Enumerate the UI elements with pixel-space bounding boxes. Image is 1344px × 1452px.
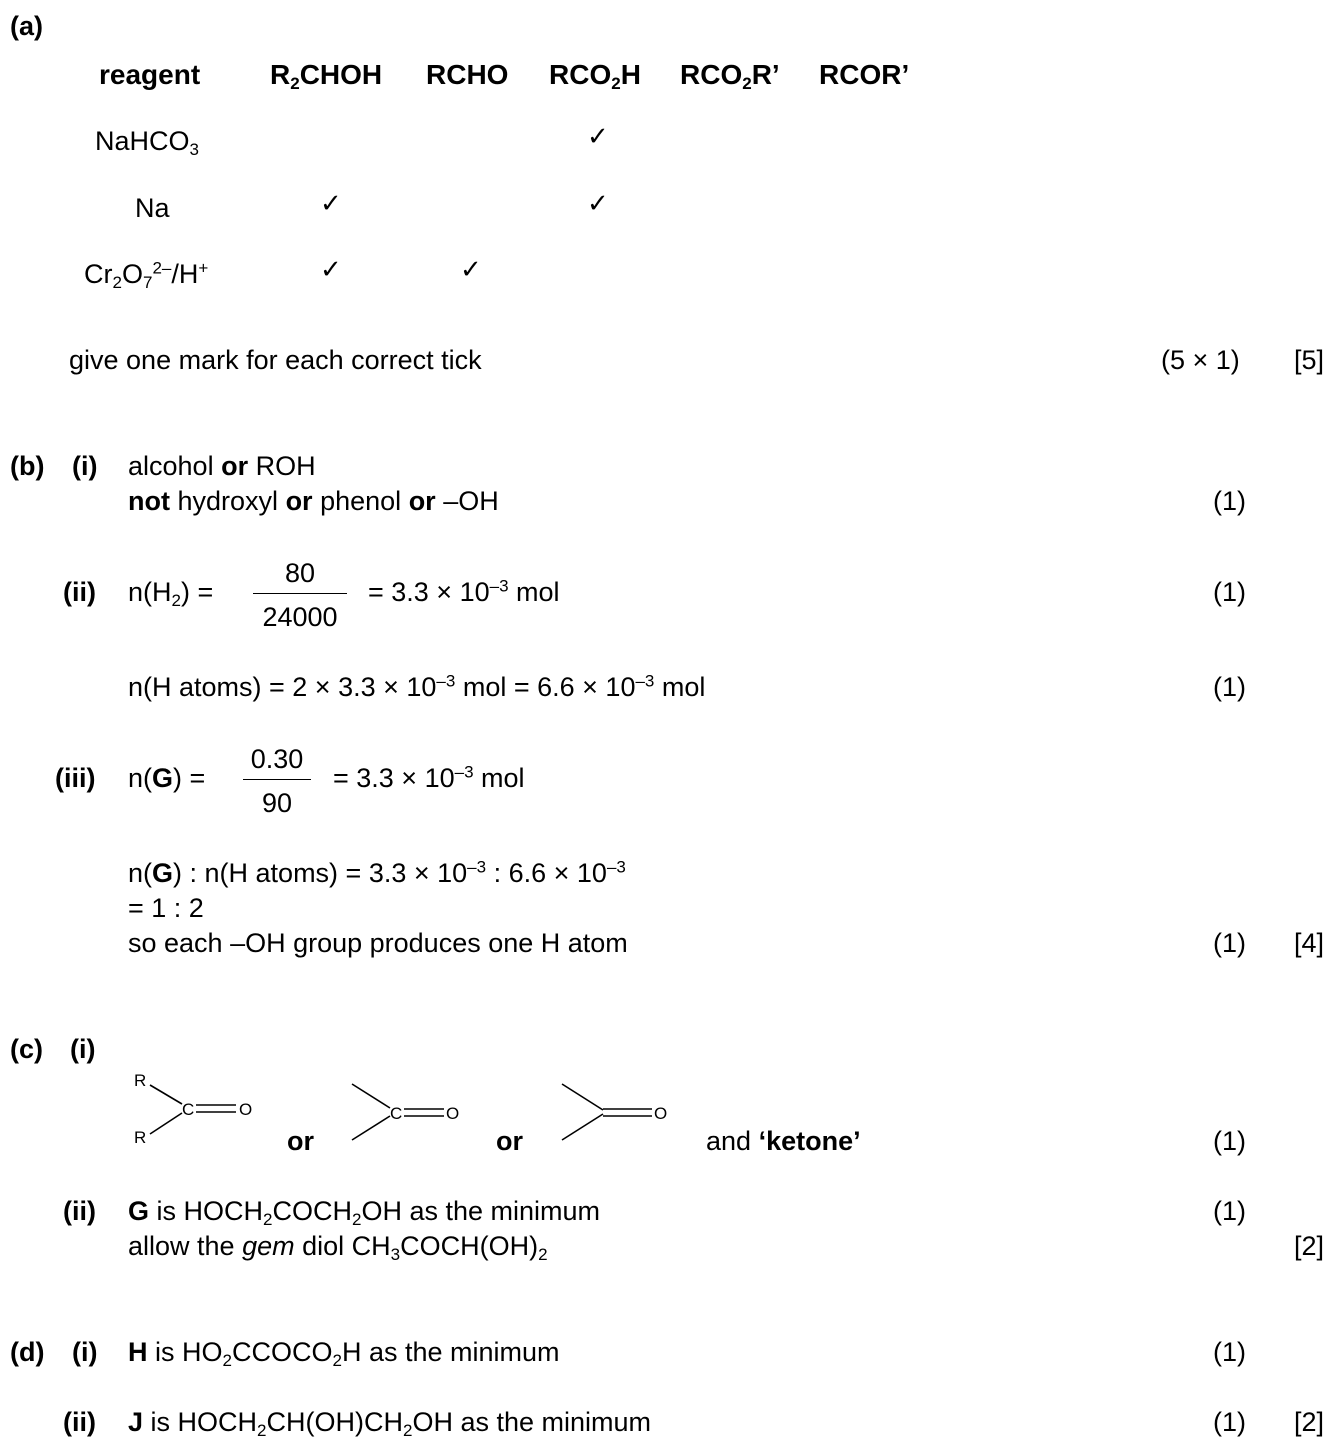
part-d-i-line: H is $HO_2CCOCO_2H$ as the minimum (128, 1337, 560, 1370)
oxygen-label: O (239, 1100, 253, 1119)
tick-na-rco2h: ✓ (587, 189, 609, 219)
part-b-iii-mark: (1) (1213, 928, 1246, 958)
part-c-i-mark: (1) (1213, 1126, 1246, 1156)
part-b-ii-lhs: $n(H_2)$ = (128, 577, 214, 610)
or-separator-2: or (496, 1126, 523, 1156)
part-c-total: [2] (1294, 1231, 1325, 1261)
fraction-numerator: 80 (284, 558, 316, 588)
part-d-i-label: (i) (72, 1337, 98, 1367)
table-header-rcho: RCHO (426, 59, 509, 90)
part-c-ii-label: (ii) (63, 1196, 96, 1226)
part-b-ii-mark2: (1) (1213, 672, 1246, 702)
carbon-label: C (182, 1100, 195, 1119)
table-header-rco2h: $RCO_2H$ (549, 59, 641, 93)
part-b-i-line2: not hydroxyl or phenol or –OH (128, 486, 499, 516)
part-c-ii-line2: allow the gem diol $CH_3COCH(OH)_2$ (128, 1231, 548, 1264)
part-b-iii-line2: n(G) : n(H atoms) = $3.3 \times 10^{-3}$ : $6.6 \times 10^{-3}$ (128, 857, 626, 888)
part-a-marks: (5 × 1) (1161, 345, 1240, 375)
fraction-numerator: 0.30 (250, 744, 304, 774)
part-b-iii-line4: so each –OH group produces one H atom (128, 928, 628, 958)
or-separator-1: or (287, 1126, 314, 1156)
oxygen-label: O (654, 1104, 668, 1123)
table-header-rcor: RCOR’ (819, 59, 910, 90)
part-c-label: (c) (10, 1034, 43, 1064)
part-b-i-label: (i) (72, 451, 98, 481)
part-c-i-label: (i) (70, 1034, 96, 1064)
table-header-reagent: reagent (99, 59, 201, 90)
part-b-ii-label: (ii) (63, 577, 96, 607)
ketone-structure-skeletal-c (348, 1080, 468, 1144)
part-b-ii-mark1: (1) (1213, 577, 1246, 607)
part-d-ii-mark: (1) (1213, 1407, 1246, 1437)
part-d-label: (d) (10, 1337, 45, 1367)
ketone-answer: and ‘ketone’ (706, 1126, 861, 1156)
ketone-structure-skeletal (558, 1080, 678, 1144)
part-d-i-mark: (1) (1213, 1337, 1246, 1367)
table-header-r2choh: $R_2CHOH$ (270, 59, 383, 93)
part-d-total: [2] (1294, 1407, 1325, 1437)
part-b-iii-label: (iii) (55, 763, 96, 793)
carbon-label: C (390, 1104, 403, 1123)
tick-dichromate-rcho: ✓ (460, 255, 482, 285)
fraction-denominator: 24000 (262, 602, 338, 632)
tick-nahco3-rco2h: ✓ (587, 122, 609, 152)
part-b-ii-fraction (253, 560, 347, 631)
r-group-label: R (134, 1128, 147, 1147)
part-d-ii-line: J is $HOCH_2CH(OH)CH_2OH$ as the minimum (128, 1407, 652, 1440)
part-b-i-mark: (1) (1213, 486, 1246, 516)
part-b-iii-line3: = 1 : 2 (128, 893, 204, 923)
part-b-label: (b) (10, 451, 45, 481)
part-b-iii-lhs: n(G) = (128, 763, 206, 793)
reagent-nahco3: NaHCO$_3$ (95, 126, 199, 159)
part-b-total: [4] (1294, 928, 1325, 958)
part-b-iii-fraction (243, 746, 311, 817)
tick-na-r2choh: ✓ (320, 189, 342, 219)
part-a-total: [5] (1294, 345, 1325, 375)
tick-dichromate-r2choh: ✓ (320, 255, 342, 285)
part-a-note: give one mark for each correct tick (69, 345, 482, 375)
table-header-rco2r: $RCO_2R$’ (680, 59, 780, 93)
reagent-na: Na (135, 193, 170, 223)
reagent-dichromate: $Cr_2O_7^{2-}/H^+$ (84, 258, 209, 292)
r-group-label: R (134, 1071, 147, 1090)
part-c-ii-line1: G is $HOCH_2COCH_2OH$ as the minimum (128, 1196, 601, 1229)
part-d-ii-label: (ii) (63, 1407, 96, 1437)
part-b-iii-rhs: = $3.3 \times 10^{-3}$ mol (333, 762, 525, 793)
part-a-label: (a) (10, 11, 43, 41)
ketone-structure-r2co (130, 1068, 260, 1150)
part-b-ii-rhs: = $3.3 \times 10^{-3}$ mol (368, 576, 560, 607)
part-b-i-line1: alcohol or ROH (128, 451, 316, 481)
part-c-ii-mark: (1) (1213, 1196, 1246, 1226)
fraction-denominator: 90 (261, 788, 293, 818)
part-b-ii-line2: n(H atoms) = $2 \times 3.3 \times 10^{-3}$ mol = $6.6 \times 10^{-3}$ mol (128, 671, 706, 702)
oxygen-label: O (446, 1104, 460, 1123)
